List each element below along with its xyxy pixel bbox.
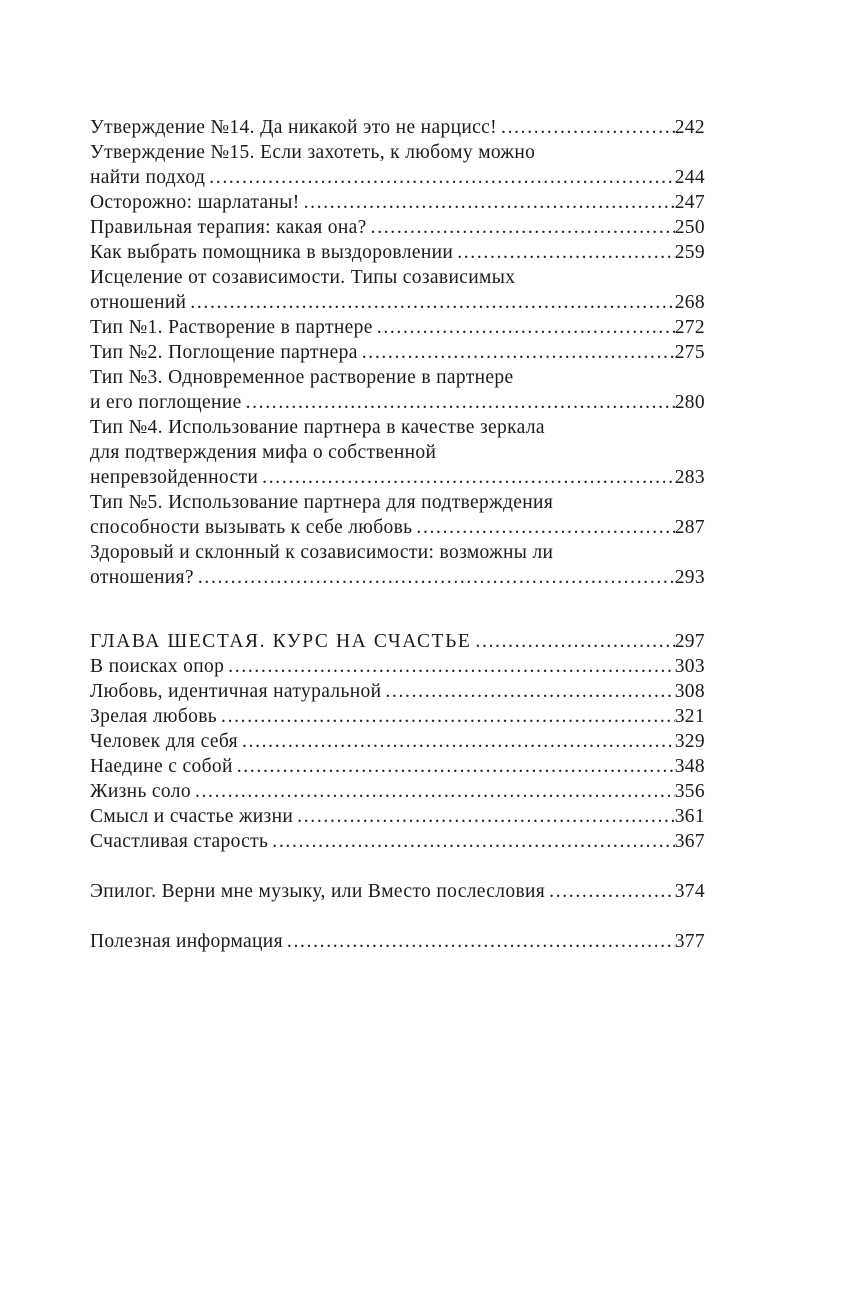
dot-leader [205,165,674,190]
section-spacer [90,904,705,929]
toc-entry[interactable] [90,340,705,365]
toc-entry[interactable] [90,654,705,679]
toc-page-number: 287 [674,517,705,538]
dot-leader [242,390,675,415]
dot-leader [545,879,675,904]
toc-page-number: 250 [674,217,705,238]
toc-page-number: 377 [674,931,705,952]
dot-leader [471,629,674,654]
toc-page-number: 244 [674,167,705,188]
toc-entry-title: Человек для себя [90,731,238,752]
dot-leader [258,465,675,490]
toc-entry-title: отношений [90,292,187,313]
toc-page-number: 356 [674,781,705,802]
table-of-contents [90,115,705,954]
toc-page-number: 275 [674,342,705,363]
toc-page-number: 259 [674,242,705,263]
toc-page-number: 321 [674,706,705,727]
dot-leader [373,315,675,340]
toc-page-number: 348 [674,756,705,777]
toc-entry-title-line: Утверждение №15. Если захотеть, к любому можно [90,142,536,163]
dot-leader [268,829,674,854]
toc-entry-title: Правильная терапия: какая она? [90,217,367,238]
toc-entry-title-line: Исцеление от созависимости. Типы созависимых [90,267,516,288]
toc-entry-title: Эпилог. Верни мне музыку, или Вместо послесловия [90,881,546,902]
toc-entry-title: найти подход [90,167,206,188]
dot-leader [412,515,674,540]
toc-entry-title: Любовь, идентичная натуральной [90,681,382,702]
toc-page-number: 361 [674,806,705,827]
toc-entry[interactable] [90,804,705,829]
toc-page-number: 308 [674,681,705,702]
dot-leader [293,804,675,829]
toc-entry-title: Жизнь соло [90,781,191,802]
toc-epilogue-entry[interactable] [90,879,705,904]
dot-leader [217,704,675,729]
toc-page-number: 268 [674,292,705,313]
toc-entry[interactable] [90,190,705,215]
toc-entry-title: и его поглощение [90,392,242,413]
dot-leader [233,754,675,779]
dot-leader [367,215,675,240]
dot-leader [300,190,675,215]
toc-entry[interactable] [90,215,705,240]
toc-page-number: 297 [674,631,705,652]
toc-entry-title: непревзойденности [90,467,259,488]
toc-entry-title: способности вызывать к себе любовь [90,517,413,538]
toc-entry[interactable] [90,704,705,729]
toc-chapter-entry[interactable] [90,629,705,654]
toc-page-number: 242 [674,117,705,138]
toc-entry[interactable] [90,365,705,415]
dot-leader [238,729,675,754]
toc-entry[interactable] [90,679,705,704]
section-spacer [90,854,705,879]
dot-leader [186,290,674,315]
toc-entry[interactable] [90,490,705,540]
toc-entry[interactable] [90,115,705,140]
toc-entry[interactable] [90,540,705,590]
section-spacer [90,590,705,629]
toc-entry-title: Счастливая старость [90,831,269,852]
toc-entry[interactable] [90,140,705,190]
toc-entry-title-line: Тип №4. Использование партнера в качестве зеркала [90,417,545,438]
toc-entry[interactable] [90,240,705,265]
dot-leader [194,565,675,590]
toc-entry-title: Как выбрать помощника в выздоровлении [90,242,454,263]
toc-page-number: 303 [674,656,705,677]
toc-entry-title-line: для подтверждения мифа о собственной [90,442,437,463]
toc-entry-title: отношения? [90,567,194,588]
dot-leader [358,340,675,365]
toc-entry[interactable] [90,265,705,315]
toc-entry-title: В поисках опор [90,656,225,677]
dot-leader [283,929,675,954]
toc-entry-title-line: Здоровый и склонный к созависимости: возможны ли [90,542,554,563]
toc-page-number: 367 [674,831,705,852]
toc-entry-title: Полезная информация [90,931,283,952]
toc-entry[interactable] [90,779,705,804]
dot-leader [191,779,675,804]
toc-useful-info-entry[interactable] [90,929,705,954]
toc-page-number: 280 [674,392,705,413]
chapter-title: ГЛАВА ШЕСТАЯ. КУРС НА СЧАСТЬЕ [90,631,472,652]
toc-entry-title: Утверждение №14. Да никакой это не нарцисс! [90,117,498,138]
dot-leader [453,240,675,265]
toc-entry-title: Зрелая любовь [90,706,218,727]
toc-page-number: 283 [674,467,705,488]
toc-entry-title: Смысл и счастье жизни [90,806,294,827]
toc-entry[interactable] [90,829,705,854]
toc-entry[interactable] [90,729,705,754]
toc-entry[interactable] [90,754,705,779]
dot-leader [381,679,674,704]
toc-page-number: 293 [674,567,705,588]
toc-entry-title-line: Тип №5. Использование партнера для подтверждения [90,492,554,513]
toc-entry-title: Тип №2. Поглощение партнера [90,342,358,363]
toc-page-number: 329 [674,731,705,752]
toc-page-number: 374 [674,881,705,902]
toc-entry-title: Наедине с собой [90,756,233,777]
toc-entry-title-line: Тип №3. Одновременное растворение в партнере [90,367,514,388]
toc-entry-title: Осторожно: шарлатаны! [90,192,300,213]
toc-page-number: 247 [674,192,705,213]
toc-entry[interactable] [90,315,705,340]
dot-leader [497,115,675,140]
toc-page-number: 272 [674,317,705,338]
toc-entry-title: Тип №1. Растворение в партнере [90,317,373,338]
toc-entry[interactable] [90,415,705,490]
dot-leader [224,654,674,679]
